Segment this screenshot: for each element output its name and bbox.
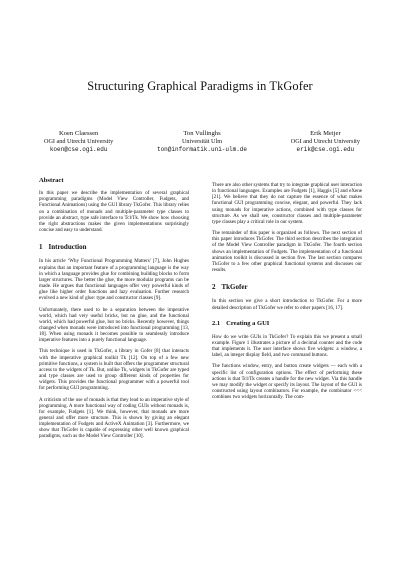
subsection-number: 2.1	[212, 319, 221, 327]
section-heading-introduction	[39, 244, 189, 250]
author-block	[44, 130, 113, 155]
paragraph: How do we write GUIs in TkGofer? To explain this we present a small example. Figure 1 illustrates a picture of a decimal counter and the code that implements it. The user interface shows five widgets: a window, a label, an integer display field, and two command buttons.	[212, 333, 362, 359]
author-list	[44, 130, 360, 155]
abstract-text: In this paper we describe the implementation of several graphical programming paradigms (Model View Controller, Fudgets, and Functional Animations) using the GUI library TkGofer. This library relies on a combination of monads and multiple-parameter type classes to provide an abstract, type safe interface to Tcl/Tk. We show how choosing the right abstractions makes the given implementations surprisingly concise and easy to understand.	[39, 190, 189, 234]
section-title: TkGofer	[221, 283, 248, 292]
paragraph: Unfortunately, there used to be a separation between the imperative world, which had very useful bricks, but no glue, and the functional world, which had powerful glue, but no bricks. Recently however, things changed when monads were introduced into functional programming [13, 18]. When using monads it becomes possible to seamlessly introduce imperative features into a purely functional language.	[39, 306, 189, 344]
right-column	[212, 182, 362, 405]
author-affiliation: OGI and Utrecht University	[44, 138, 114, 146]
paper-title: Structuring Graphical Paradigms in TkGofer	[87, 79, 313, 93]
author-email: koen@cse.ogi.edu	[49, 146, 108, 154]
section-number: 1	[39, 243, 43, 252]
author-affiliation: Universität Ulm	[181, 138, 223, 146]
author-block	[157, 130, 247, 155]
author-name: Erik Meijer	[310, 130, 341, 137]
author-name: Ton Vullinghs	[183, 130, 221, 137]
subsection-title: Creating a GUI	[226, 319, 270, 327]
subsection-heading-creating-gui	[212, 321, 362, 327]
author-email: erik@cse.ogi.edu	[296, 146, 355, 154]
paragraph: In his article ‘Why Functional Programming Matters’ [7], John Hughes explains that an important feature of a programming language is the way in which a language provides glue for combining building blocks to form larger structures. The better the glue, the more modular programs can be made. He argues that functional languages offer very powerful kinds of glue like higher order functions and lazy evaluation. Further research evolved a new kind of glue: type and constructor classes [9].	[39, 258, 189, 302]
paragraph: There are also other systems that try to integrate graphical user interaction in functional languages. Examples are Fudgets [1], Haggis [5] and eXene [21]. We believe that they do not capture the essence of what makes functional GUI programming concise, elegant, and powerful. They lack using monads for imperative actions, combined with type classes for structure. As we shall see, constructor classes and multiple-parameter type classes play a critical role in our system.	[212, 182, 362, 225]
section-heading-tkgofer	[212, 284, 362, 290]
paragraph: The functions window, entry, and button create widgets — each with a specific list of configuration options. The effect of performing these actions is that Tcl/Tk creates a handle for the new widget. Via this handle we may modify the widget or specify its layout. The layout of the GUI is constructed using layout combinators. For example, the combinator <<< combines two widgets horizontally. The com-	[212, 363, 362, 401]
paragraph: In this section we give a short introduction to TkGofer. For a more detailed description of TkGofer we refer to other papers [16, 17].	[212, 298, 362, 311]
paragraph: A criticism of the use of monads is that they lead to an imperative style of programming. A more functional way of coding GUIs without monads is, for example, Fudgets [1]. We think, however, that monads are more general and offer more structure. This is shown by giving an elegant implementation of Fudgets and ActiveX Animation [3]. Furthermore, we show that TkGofer is capable of expressing other well known graphical paradigms, such as the Model View Controller [10].	[39, 396, 189, 440]
paragraph: The remainder of this paper is organized as follows. The next section of this paper introduces TkGofer. The third section describes the integration of the Model View Controller paradigm in TkGofer. The fourth section shows an implementation of Fudgets. The implementation of a functional animation toolkit is discussed in section five. The last section compares TkGofer to a few other graphical functional systems and discusses our results.	[212, 230, 362, 274]
author-affiliation: OGI and Utrecht University	[290, 138, 360, 146]
author-name: Koen Claessen	[58, 130, 99, 137]
abstract-heading: Abstract	[39, 177, 64, 184]
author-block	[291, 130, 360, 155]
paragraph: This technique is used in TkGofer, a library in Gofer [8] that interacts with the imperative graphical toolkit Tk [12]. On top of a few new primitive functions, a system is built that offers the programmer structural access to the widgets of Tk. But, unlike Tk, widgets in TkGofer are typed and type classes are used to group different kinds of properties for widgets. This provides the functional programmer with a powerful tool for performing GUI programming.	[39, 348, 189, 392]
left-column	[39, 178, 189, 445]
author-email: ton@informatik.uni-ulm.de	[156, 146, 247, 154]
section-title: Introduction	[48, 243, 87, 252]
section-number: 2	[212, 283, 216, 292]
